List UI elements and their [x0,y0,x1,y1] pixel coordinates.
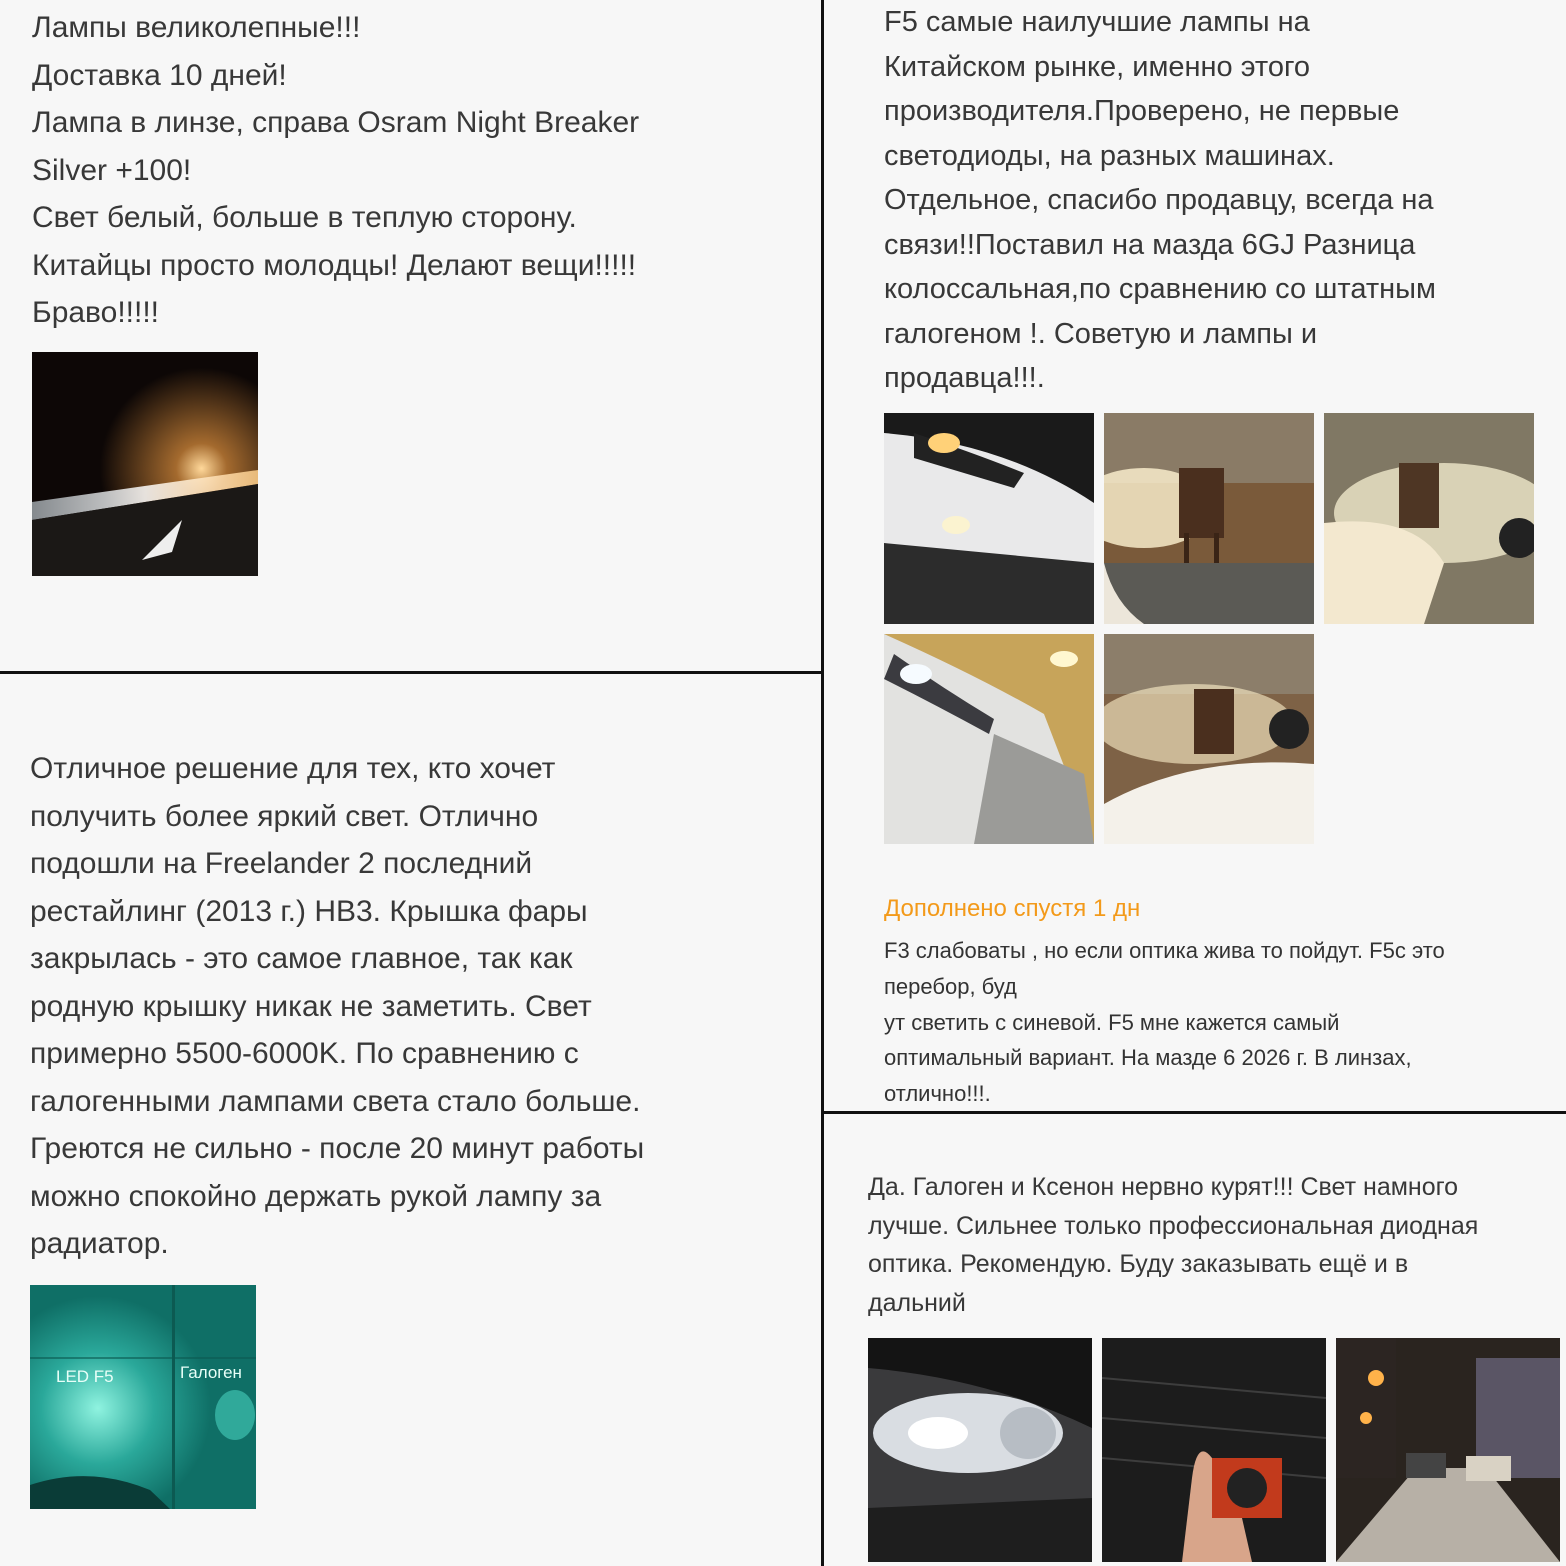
addition-text: F3 слабоваты , но если оптика жива то пойдут. F5c это перебор, буд ут светить с синевой. F5 мне кажется самый оптимальный вариант. На мазде 6 2026 г. В линзах, отлично!!!. [884,938,1445,1107]
review-photo[interactable] [1104,413,1314,624]
photo-label-halogen: Галоген [180,1363,242,1382]
review-photo[interactable] [1324,413,1534,624]
review-photo[interactable] [1104,634,1314,844]
vertical-divider [821,0,824,1566]
review-text: Отличное решение для тех, кто хочет получить более яркий свет. Отлично подошли на Freelander 2 последний рестайлинг (2013 г.) HB3. Крышка фары закрылась - это самое главное, так как родную крышку никак не заметить. Свет примерно 5500-6000K. По сравнению с галогенными лампами света стало больше. Греются не сильно - после 20 минут работы можно спокойно держать рукой лампу за радиатор. [30,752,645,1260]
review-photo[interactable] [868,1338,1092,1562]
review-photo[interactable] [1102,1338,1326,1562]
photo-label-led: LED F5 [56,1367,114,1386]
review-photo[interactable] [884,634,1094,844]
review-text: Лампы великолепные!!! Доставка 10 дней! Лампа в линзе, справа Osram Night Breaker Silver +100! Свет белый, больше в теплую сторону. Китайцы просто молодцы! Делают вещи!!!!! Браво!!!!! [32,11,640,329]
review-photo[interactable] [884,413,1094,624]
review-text: Да. Галоген и Ксенон нервно курят!!! Свет намного лучше. Сильнее только профессиональная диодная оптика. Рекомендую. Буду заказывать ещё и в дальний [868,1173,1479,1317]
review-text: F5 самые наилучшие лампы на Китайском рынке, именно этого производителя.Проверено, не первые светодиоды, на разных машинах. Отдельное, спасибо продавцу, всегда на связи!!Поставил на мазда 6GJ Разница колоссальная,по сравнению со штатным галогеном !. Советую и лампы и продавца!!!. [884,6,1436,394]
left-horizontal-divider [0,671,822,674]
review-photo[interactable] [32,352,258,576]
addition-label: Дополнено спустя 1 дн [884,895,1141,922]
review-photo[interactable] [30,1285,256,1509]
review-photo[interactable] [1336,1338,1560,1562]
